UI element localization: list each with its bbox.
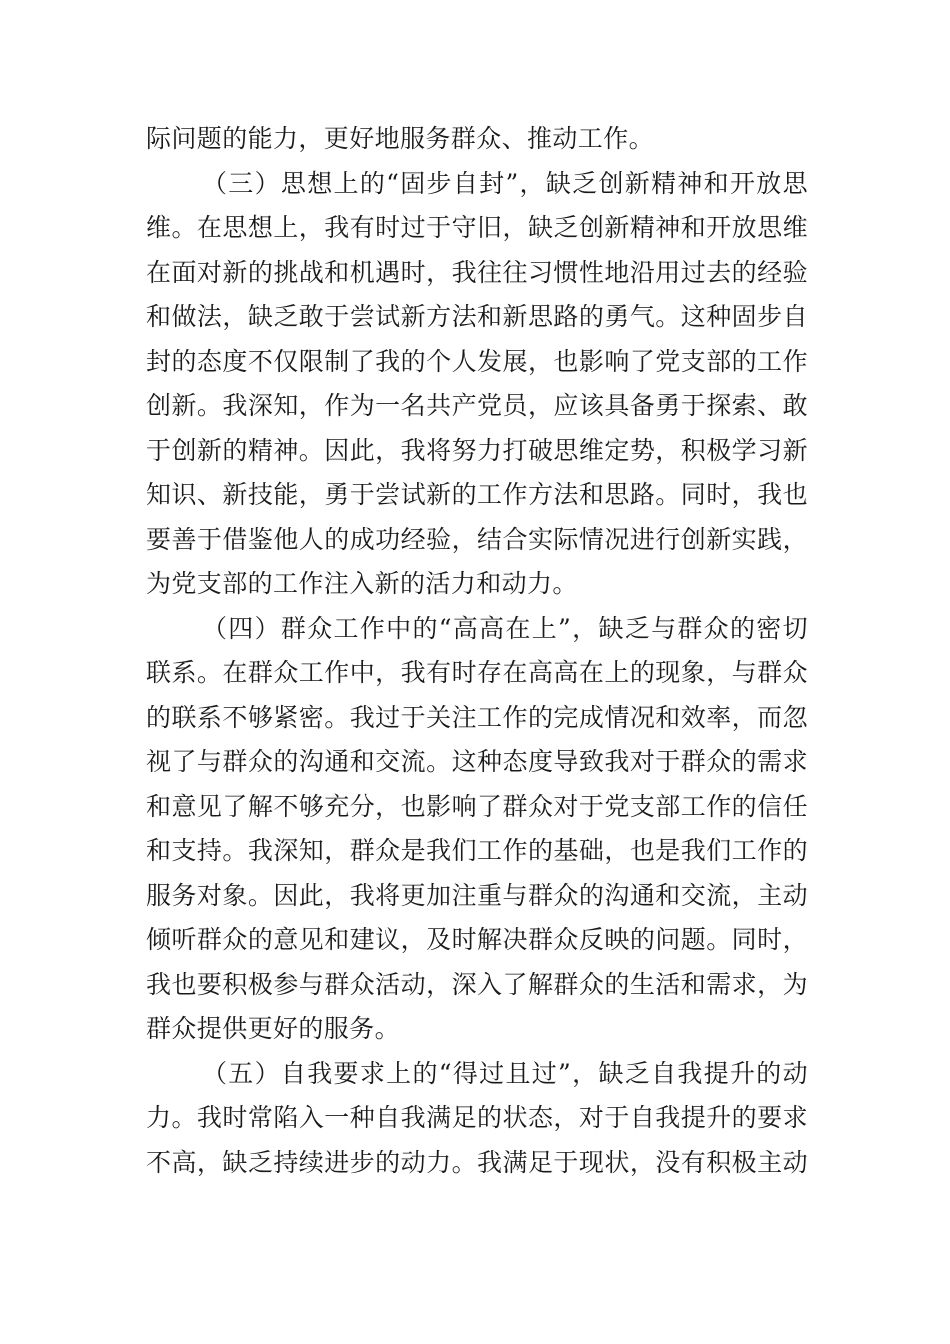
section-heading-line: （三）思想上的“固步自封”，缺乏创新精神和开放思 <box>202 168 808 198</box>
paragraph-line: 要善于借鉴他人的成功经验，结合实际情况进行创新实践， <box>146 524 808 554</box>
paragraph-line: 我也要积极参与群众活动，深入了解群众的生活和需求，为 <box>146 969 808 999</box>
paragraph-line: 的联系不够紧密。我过于关注工作的完成情况和效率，而忽 <box>146 702 808 732</box>
paragraph-line: 和支持。我深知，群众是我们工作的基础，也是我们工作的 <box>146 836 808 865</box>
paragraph-line: 联系。在群众工作中，我有时存在高高在上的现象，与群众 <box>146 658 808 687</box>
paragraph-line: 视了与群众的沟通和交流。这种态度导致我对于群众的需求 <box>146 747 808 776</box>
section-heading-line: （四）群众工作中的“高高在上”，缺乏与群众的密切 <box>202 613 808 643</box>
paragraph-line: 知识、新技能，勇于尝试新的工作方法和思路。同时，我也 <box>146 480 808 509</box>
paragraph-line: 和做法，缺乏敢于尝试新方法和新思路的勇气。这种固步自 <box>146 302 808 331</box>
paragraph-line: 不高，缺乏持续进步的动力。我满足于现状，没有积极主动 <box>146 1147 808 1177</box>
paragraph-line: 为党支部的工作注入新的活力和动力。 <box>146 569 578 598</box>
paragraph-line: 力。我时常陷入一种自我满足的状态，对于自我提升的要求 <box>146 1103 808 1132</box>
paragraph-line: 于创新的精神。因此，我将努力打破思维定势，积极学习新 <box>146 435 808 465</box>
paragraph-line: 创新。我深知，作为一名共产党员，应该具备勇于探索、敢 <box>146 391 808 420</box>
section-heading-line: （五）自我要求上的“得过且过”，缺乏自我提升的动 <box>202 1058 808 1088</box>
paragraph-line: 在面对新的挑战和机遇时，我往往习惯性地沿用过去的经验 <box>146 257 808 287</box>
paragraph-line: 服务对象。因此，我将更加注重与群众的沟通和交流，主动 <box>146 880 808 910</box>
paragraph-line: 封的态度不仅限制了我的个人发展，也影响了党支部的工作 <box>146 346 808 376</box>
paragraph-line: 和意见了解不够充分，也影响了群众对于党支部工作的信任 <box>146 791 808 821</box>
paragraph-line: 维。在思想上，我有时过于守旧，缺乏创新精神和开放思维 <box>146 213 808 242</box>
paragraph-line: 倾听群众的意见和建议，及时解决群众反映的问题。同时， <box>146 925 808 954</box>
document-body <box>146 117 808 1185</box>
paragraph-line: 际问题的能力，更好地服务群众、推动工作。 <box>146 124 655 153</box>
paragraph-line: 群众提供更好的服务。 <box>146 1014 401 1043</box>
